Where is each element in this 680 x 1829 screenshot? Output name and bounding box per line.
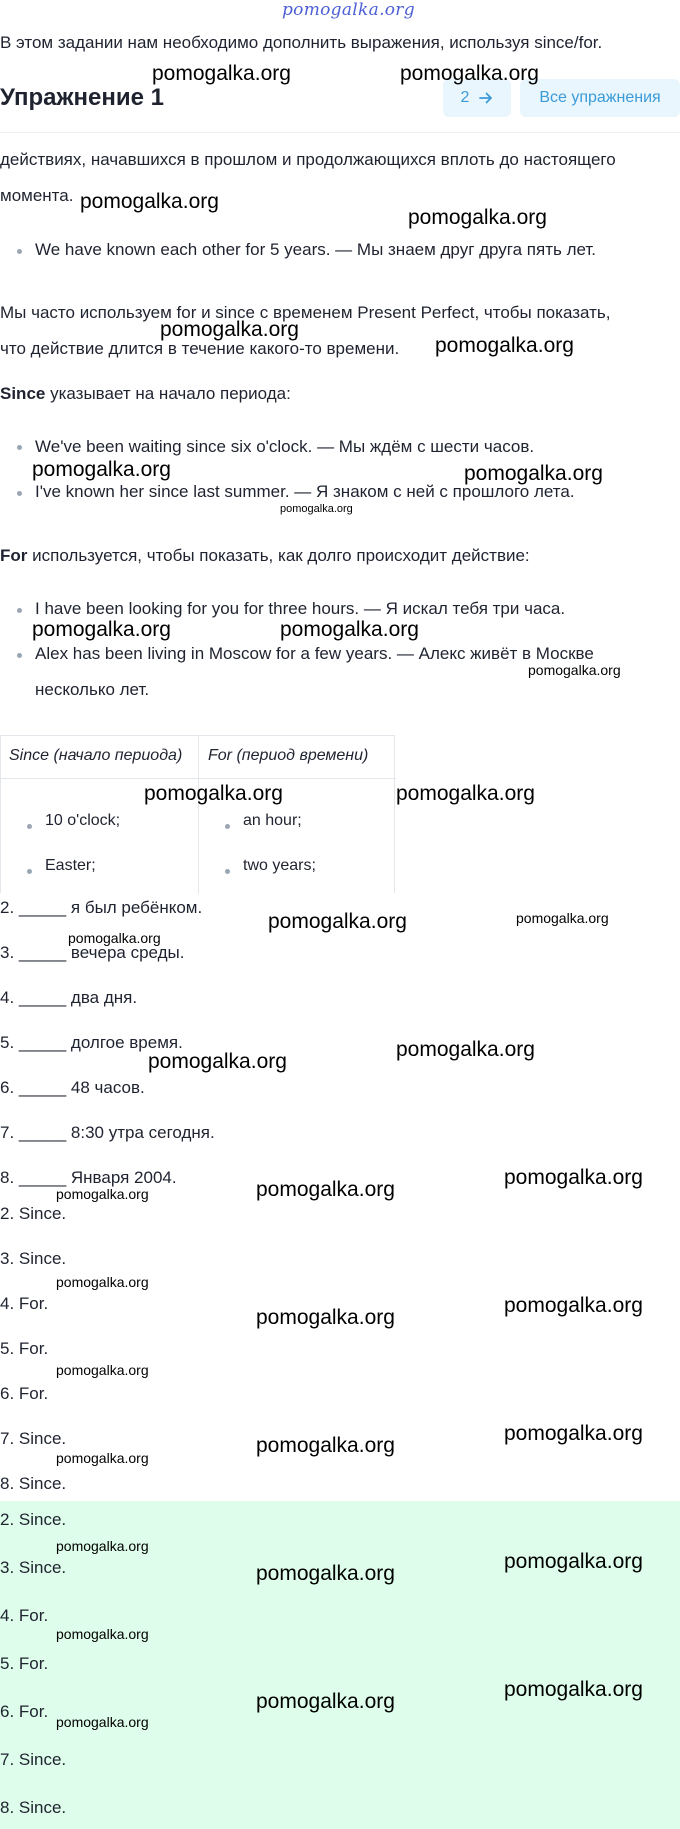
watermark: pomogalka.org [144, 782, 283, 805]
watermark: pomogalka.org [56, 1450, 149, 1466]
watermark: pomogalka.org [408, 206, 547, 229]
watermark: pomogalka.org [280, 503, 353, 515]
answer-green-item: 5. For. [0, 1654, 49, 1673]
since-for-table [0, 735, 395, 893]
bullet [17, 608, 22, 613]
for-item: an hour; [243, 812, 302, 829]
example-1: We have known each other for 5 years. — Мы знаем друг друга пять лет. [35, 240, 597, 259]
theory-line-1: действиях, начавшихся в прошлом и продолжающихся вплоть до настоящего [0, 150, 616, 169]
answer-green-item: 6. For. [0, 1702, 49, 1721]
task-item: 3. _____ вечера среды. [0, 943, 185, 962]
table-header-for: For (период времени) [208, 747, 369, 764]
watermark: pomogalka.org [56, 1362, 149, 1378]
task-item: 5. _____ долгое время. [0, 1033, 183, 1052]
answer-item: 7. Since. [0, 1429, 67, 1448]
since-rule-text: указывает на начало периода: [45, 384, 291, 403]
watermark: pomogalka.org [32, 458, 171, 481]
arrow-right-icon [479, 91, 493, 105]
bullet [17, 249, 22, 254]
since-item: 10 o'clock; [45, 812, 121, 829]
watermark: pomogalka.org [516, 910, 609, 926]
since-example-2: I've known her since last summer. — Я знаком с ней с прошлого лета. [35, 482, 575, 501]
watermark: pomogalka.org [504, 1678, 643, 1701]
watermark: pomogalka.org [256, 1434, 395, 1457]
all-exercises-button[interactable]: Все упражнения [520, 79, 680, 117]
exercise-number: 2 [460, 89, 470, 106]
task-item: 8. _____ Января 2004. [0, 1168, 177, 1187]
bullet [17, 491, 22, 496]
watermark: pomogalka.org [400, 62, 539, 85]
watermark: pomogalka.org [152, 62, 291, 85]
for-example-2-line-2: несколько лет. [35, 680, 150, 699]
answer-item: 2. Since. [0, 1204, 67, 1223]
answer-item: 4. For. [0, 1294, 49, 1313]
task-item: 6. _____ 48 часов. [0, 1078, 145, 1097]
bullet [225, 869, 230, 874]
task-item: 4. _____ два дня. [0, 988, 138, 1007]
answer-green-item: 3. Since. [0, 1558, 67, 1577]
watermark: pomogalka.org [256, 1562, 395, 1585]
watermark: pomogalka.org [280, 618, 419, 641]
watermark: pomogalka.org [256, 1178, 395, 1201]
watermark: pomogalka.org [435, 334, 574, 357]
intro-text: В этом задании нам необходимо дополнить выражения, используя since/for. [0, 33, 603, 52]
bullet [27, 869, 32, 874]
paragraph-1-line-2: что действие длится в течение какого-то времени. [0, 339, 400, 358]
watermark: pomogalka.org [504, 1294, 643, 1317]
watermark: pomogalka.org [504, 1550, 643, 1573]
for-example-1: I have been looking for you for three hours. — Я искал тебя три часа. [35, 599, 566, 618]
exercise-title: Упражнение 1 [0, 84, 164, 111]
bullet [17, 445, 22, 450]
answer-green-item: 7. Since. [0, 1750, 67, 1769]
watermark: pomogalka.org [464, 462, 603, 485]
watermark: pomogalka.org [148, 1050, 287, 1073]
since-rule [0, 376, 291, 412]
bullet [225, 824, 230, 829]
watermark: pomogalka.org [56, 1626, 149, 1642]
since-item: Easter; [45, 857, 96, 874]
answer-green-item: 2. Since. [0, 1510, 67, 1529]
watermark: pomogalka.org [504, 1422, 643, 1445]
answer-item: 8. Since. [0, 1474, 67, 1493]
watermark: pomogalka.org [396, 782, 535, 805]
watermark: pomogalka.org [32, 618, 171, 641]
site-logo[interactable]: pomogalka.org [282, 0, 415, 20]
for-rule [0, 538, 530, 574]
theory-line-2: момента. [0, 186, 74, 205]
watermark: pomogalka.org [160, 318, 299, 341]
paragraph-1-line-1: Мы часто используем for и since с временем Present Perfect, чтобы показать, [0, 303, 611, 322]
watermark: pomogalka.org [528, 662, 621, 678]
for-example-2-line-1: Alex has been living in Moscow for a few years. — Алекс живёт в Москве [35, 644, 594, 663]
bullet [27, 824, 32, 829]
watermark: pomogalka.org [56, 1714, 149, 1730]
answer-green-item: 8. Since. [0, 1798, 67, 1817]
answer-green-item: 4. For. [0, 1606, 49, 1625]
task-item: 7. _____ 8:30 утра сегодня. [0, 1123, 215, 1142]
table-header-since: Since (начало периода) [9, 747, 183, 764]
for-rule-text: используется, чтобы показать, как долго происходит действие: [27, 546, 530, 565]
watermark: pomogalka.org [56, 1274, 149, 1290]
watermark: pomogalka.org [396, 1038, 535, 1061]
watermark: pomogalka.org [504, 1166, 643, 1189]
watermark: pomogalka.org [256, 1306, 395, 1329]
for-word: For [0, 546, 28, 565]
watermark: pomogalka.org [80, 190, 219, 213]
answer-item: 6. For. [0, 1384, 49, 1403]
watermark: pomogalka.org [256, 1690, 395, 1713]
for-item: two years; [243, 857, 316, 874]
watermark: pomogalka.org [56, 1538, 149, 1554]
answer-item: 3. Since. [0, 1249, 67, 1268]
task-item: 2. _____ я был ребёнком. [0, 898, 203, 917]
since-example-1: We've been waiting since six o'clock. — Мы ждём с шести часов. [35, 437, 535, 456]
watermark: pomogalka.org [56, 1186, 149, 1202]
watermark: pomogalka.org [68, 930, 161, 946]
bullet [17, 653, 22, 658]
answer-item: 5. For. [0, 1339, 49, 1358]
watermark: pomogalka.org [268, 910, 407, 933]
since-word: Since [0, 384, 46, 403]
